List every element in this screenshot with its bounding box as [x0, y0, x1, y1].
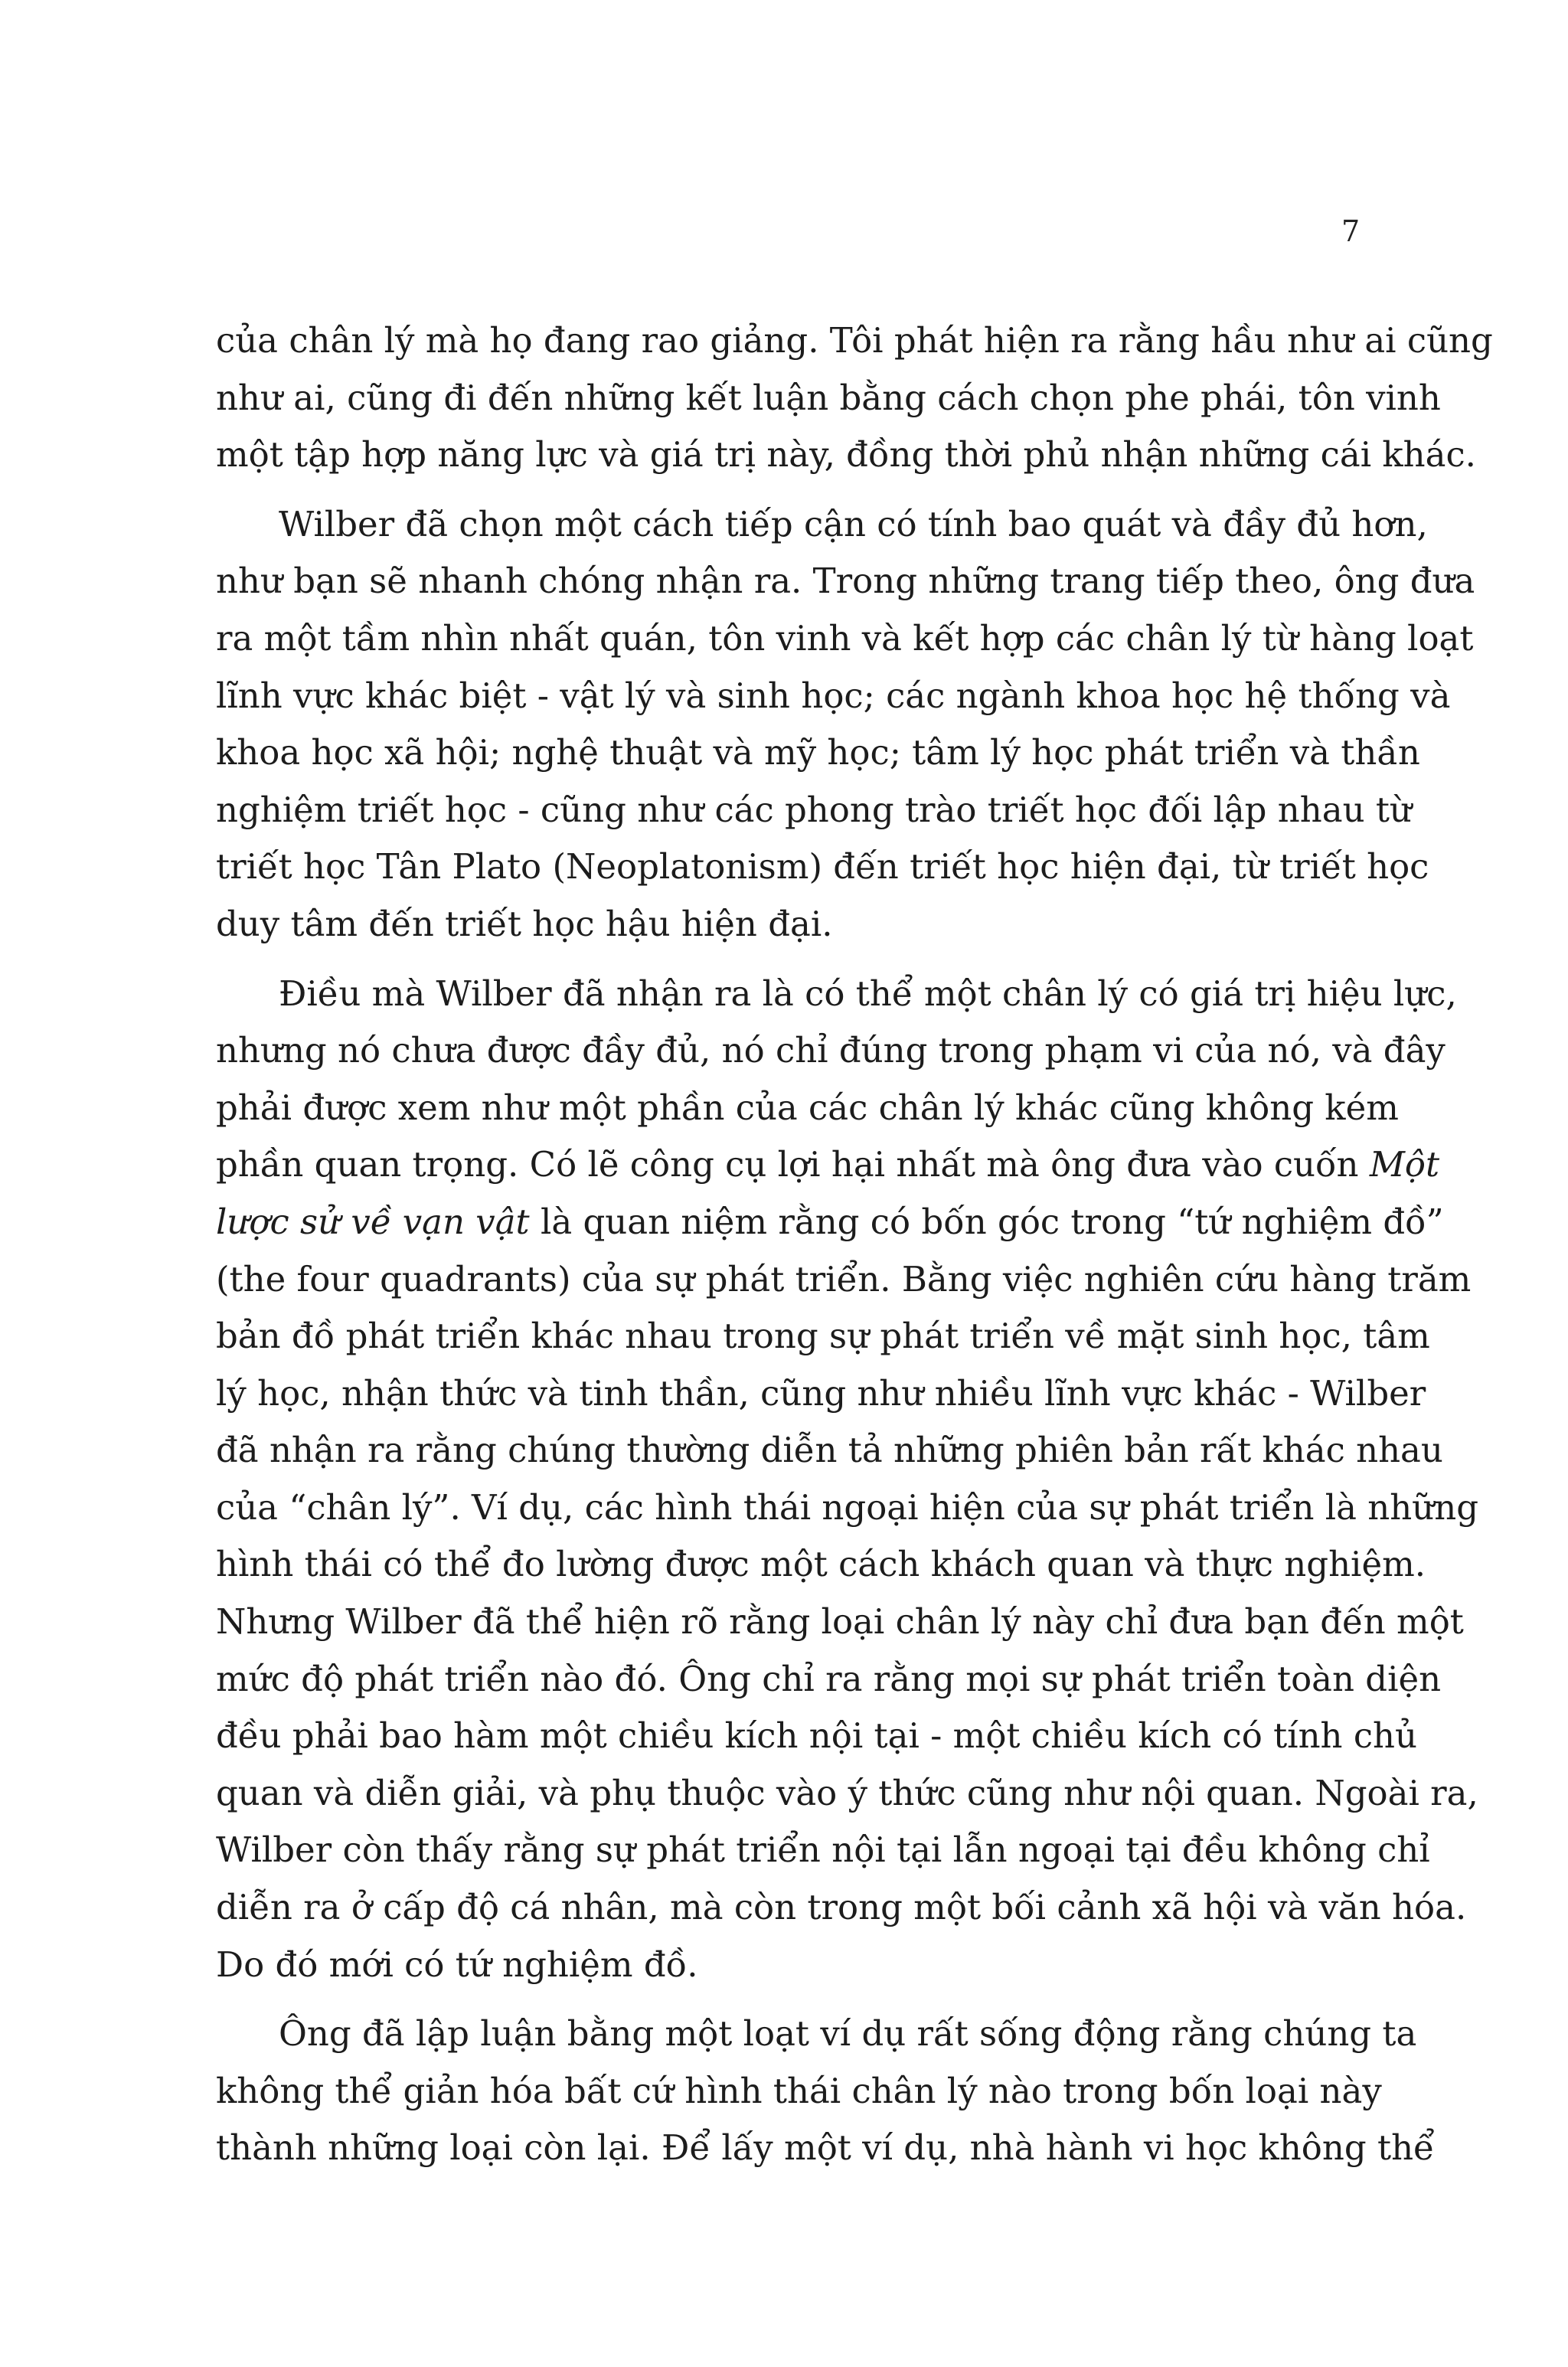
text-line: nhưng nó chưa được đầy đủ, nó chỉ đúng trong phạm vi của nó, và đây — [216, 1030, 1446, 1071]
text-line: không thể giản hóa bất cứ hình thái chân lý nào trong bốn loại này — [216, 2070, 1382, 2111]
paragraph-1 — [216, 312, 1493, 484]
text-line: mức độ phát triển nào đó. Ông chỉ ra rằng mọi sự phát triển toàn diện — [216, 1658, 1442, 1699]
book-title: lược sử về vạn vật — [216, 1201, 530, 1242]
text-line: hình thái có thể đo lường được một cách khách quan và thực nghiệm. — [216, 1544, 1426, 1585]
text-line: đều phải bao hàm một chiều kích nội tại - một chiều kích có tính chủ — [216, 1715, 1418, 1757]
text-line: triết học Tân Plato (Neoplatonism) đến triết học hiện đại, từ triết học — [216, 846, 1429, 888]
paragraph-2 — [216, 496, 1475, 953]
text-line: phải được xem như một phần của các chân lý khác cũng không kém — [216, 1087, 1399, 1128]
text-line: (the four quadrants) của sự phát triển. Bằng việc nghiên cứu hàng trăm — [216, 1258, 1472, 1300]
body-text — [216, 312, 1493, 2189]
text-line: diễn ra ở cấp độ cá nhân, mà còn trong một bối cảnh xã hội và văn hóa. — [216, 1887, 1467, 1928]
text-line: Điều mà Wilber đã nhận ra là có thể một chân lý có giá trị hiệu lực, — [279, 973, 1457, 1014]
text-line: Wilber đã chọn một cách tiếp cận có tính bao quát và đầy đủ hơn, — [279, 503, 1428, 544]
paragraph-3 — [216, 966, 1479, 1994]
paragraph-4 — [216, 2006, 1435, 2177]
text-line: khoa học xã hội; nghệ thuật và mỹ học; tâm lý học phát triển và thần — [216, 732, 1420, 773]
text-line: lý học, nhận thức và tinh thần, cũng như nhiều lĩnh vực khác - Wilber — [216, 1372, 1426, 1414]
text-line-with-title — [216, 1194, 1444, 1251]
text-line: ra một tầm nhìn nhất quán, tôn vinh và kết hợp các chân lý từ hàng loạt — [216, 617, 1474, 659]
text-segment: phần quan trọng. Có lẽ công cụ lợi hại nhất mà ông đưa vào cuốn — [216, 1144, 1370, 1185]
text-line: Nhưng Wilber đã thể hiện rõ rằng loại chân lý này chỉ đưa bạn đến một — [216, 1601, 1464, 1643]
text-line: quan và diễn giải, và phụ thuộc vào ý thức cũng như nội quan. Ngoài ra, — [216, 1772, 1478, 1813]
text-line: của “chân lý”. Ví dụ, các hình thái ngoại hiện của sự phát triển là những — [216, 1486, 1479, 1528]
text-line: thành những loại còn lại. Để lấy một ví dụ, nhà hành vi học không thể — [216, 2127, 1435, 2169]
text-line: như bạn sẽ nhanh chóng nhận ra. Trong những trang tiếp theo, ông đưa — [216, 561, 1475, 602]
text-line: Ông đã lập luận bằng một loạt ví dụ rất sống động rằng chúng ta — [279, 2013, 1417, 2055]
text-line: Wilber còn thấy rằng sự phát triển nội tại lẫn ngoại tại đều không chỉ — [216, 1829, 1430, 1871]
text-line: nghiệm triết học - cũng như các phong trào triết học đối lập nhau từ — [216, 789, 1412, 830]
text-line: duy tâm đến triết học hậu hiện đại. — [216, 903, 833, 944]
text-segment: là quan niệm rằng có bốn góc trong “tứ nghiệm đồ” — [529, 1201, 1444, 1242]
text-line: của chân lý mà họ đang rao giảng. Tôi phát hiện ra rằng hầu như ai cũng — [216, 320, 1493, 361]
text-line: Do đó mới có tứ nghiệm đồ. — [216, 1944, 698, 1985]
text-line: bản đồ phát triển khác nhau trong sự phát triển về mặt sinh học, tâm — [216, 1316, 1430, 1357]
text-line: một tập hợp năng lực và giá trị này, đồng thời phủ nhận những cái khác. — [216, 434, 1476, 476]
book-title: Một — [1369, 1144, 1440, 1185]
page-number: 7 — [1341, 214, 1361, 248]
text-line: như ai, cũng đi đến những kết luận bằng cách chọn phe phái, tôn vinh — [216, 377, 1441, 418]
text-line: đã nhận ra rằng chúng thường diễn tả những phiên bản rất khác nhau — [216, 1430, 1443, 1471]
text-line-with-title — [216, 1136, 1440, 1194]
text-line: lĩnh vực khác biệt - vật lý và sinh học; các ngành khoa học hệ thống và — [216, 675, 1451, 716]
